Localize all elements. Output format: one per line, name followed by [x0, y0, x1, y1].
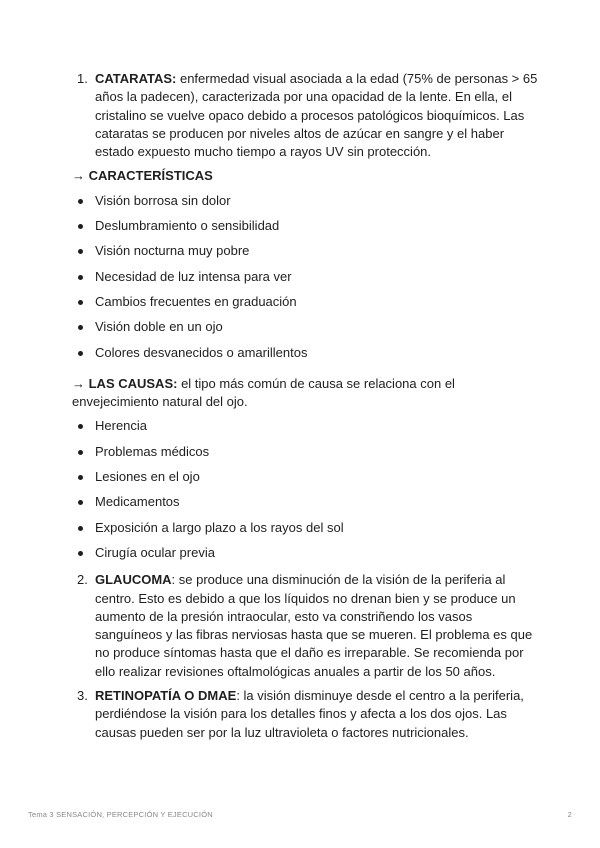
- bullet-icon: [78, 526, 83, 531]
- causas-text: el tipo más común de causa se relaciona con el envejecimiento natural del ojo.: [72, 375, 455, 410]
- bullet-icon: [78, 249, 83, 254]
- list-item: Necesidad de luz intensa para ver: [72, 268, 542, 293]
- section-heading-causas: → LAS CAUSAS:: [72, 375, 178, 391]
- list-item: Cambios frecuentes en graduación: [72, 293, 542, 318]
- item-number: 2.: [77, 572, 88, 588]
- item-number: 3.: [77, 688, 88, 704]
- bullet-icon: [78, 300, 83, 305]
- bullet-icon: [78, 475, 83, 480]
- item-text: : la visión disminuye desde el centro a la periferia, perdiéndose la visión para los detalles finos y afecta a los dos ojos. Las causas pueden ser por la luz ultravioleta o factores nutricionales.: [95, 688, 524, 740]
- list-item: Herencia: [72, 417, 542, 442]
- bullet-icon: [78, 450, 83, 455]
- bullet-icon: [78, 275, 83, 280]
- list-item: Cirugía ocular previa: [72, 544, 542, 569]
- list-item-retinopatia: [72, 687, 542, 742]
- list-item-glaucoma: [72, 571, 542, 681]
- section-causas: [72, 375, 542, 412]
- page-footer: [28, 810, 572, 819]
- list-item: Visión nocturna muy pobre: [72, 242, 542, 267]
- bullet-icon: [78, 325, 83, 330]
- section-heading-caracteristicas: → CARACTERÍSTICAS: [72, 168, 213, 184]
- bullet-icon: [78, 351, 83, 356]
- bullet-icon: [78, 224, 83, 229]
- list-item: Deslumbramiento o sensibilidad: [72, 217, 542, 242]
- bullet-icon: [78, 551, 83, 556]
- list-item: Lesiones en el ojo: [72, 468, 542, 493]
- bullet-icon: [78, 500, 83, 505]
- list-item: Visión doble en un ojo: [72, 318, 542, 343]
- document-body: [72, 70, 542, 742]
- list-item: Exposición a largo plazo a los rayos del sol: [72, 519, 542, 544]
- item-text: enfermedad visual asociada a la edad (75% de personas > 65 años la padecen), caracterizada por una opacidad de la lente. En ella, el cristalino se vuelve opaco debido a procesos patológicos bioquímicos. Las cataratas se producen por niveles altos de azúcar en sangre y el haber estado expuesto mucho tiempo a rayos UV sin protección.: [95, 71, 538, 160]
- list-item: Visión borrosa sin dolor: [72, 192, 542, 217]
- bullet-icon: [78, 199, 83, 204]
- bullet-list-caracteristicas: [72, 192, 542, 369]
- item-number: 1.: [77, 71, 88, 86]
- item-text: : se produce una disminución de la visión de la periferia al centro. Esto es debido a que los líquidos no drenan bien y se produce un aumento de la presión intraocular, esto va constriñendo los vasos sanguíneos y las fibras nerviosas hasta que se mueren. El problema es que no produce síntomas hasta que el daño es irreparable. Se recomienda por ello realizar revisiones oftalmológicas anuales a partir de los 50 años.: [95, 572, 533, 679]
- item-title: RETINOPATÍA O DMAE: [95, 688, 237, 704]
- page-number: 2: [567, 810, 572, 819]
- list-item: Colores desvanecidos o amarillentos: [72, 344, 542, 369]
- list-item-cataratas: [72, 70, 542, 161]
- item-title: CATARATAS:: [95, 71, 177, 86]
- bullet-list-causas: [72, 417, 542, 569]
- item-title: GLAUCOMA: [95, 572, 172, 588]
- list-item: Medicamentos: [72, 493, 542, 518]
- bullet-icon: [78, 424, 83, 429]
- footer-title: Tema 3 SENSACIÓN, PERCEPCIÓN Y EJECUCIÓN: [28, 810, 213, 819]
- list-item: Problemas médicos: [72, 443, 542, 468]
